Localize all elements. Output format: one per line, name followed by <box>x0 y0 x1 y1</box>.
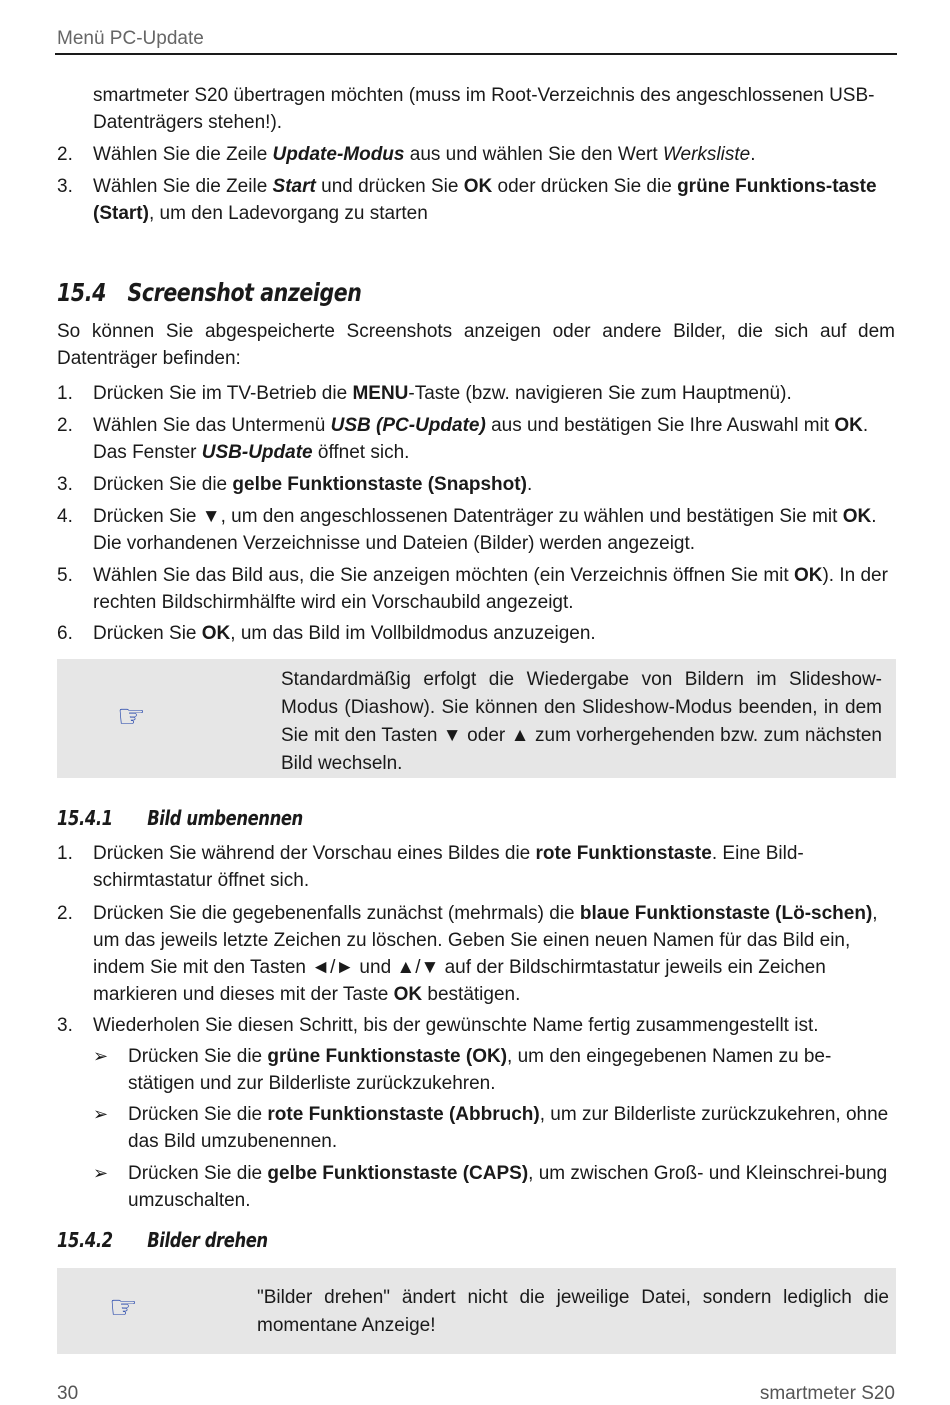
note-text: "Bilder drehen" ändert nicht die jeweilige Datei, sondern lediglich die momentane Anzeige! <box>257 1287 889 1336</box>
step-number: 3. <box>57 176 73 197</box>
step-number: 1. <box>57 383 73 404</box>
rename-bullet-2: Drücken Sie die rote Funktionstaste (Abbruch), um zur Bilderliste zurückzukehren, ohne das Bild umzubenennen. <box>128 1104 889 1152</box>
note-box <box>57 1268 896 1354</box>
step-number: 2. <box>57 144 73 165</box>
rename-step-2: Drücken Sie die gegebenenfalls zunächst (mehrmals) die blaue Funktionstaste (Lö-schen), um das jeweils letzte Zeichen zu löschen. Geben Sie einen neuen Namen für das Bild ein, indem Sie mit den Tasten ◄/► und ▲/▼ auf der Bildschirmtastatur jeweils ein Zeichen markieren und dieses mit der Taste OK bestätigen. <box>93 903 878 1005</box>
step-number: 4. <box>57 506 73 527</box>
rename-bullet-1: Drücken Sie die grüne Funktionstaste (OK), um den eingegebenen Namen zu be-stätigen und zur Bilderliste zurückzukehren. <box>128 1046 832 1094</box>
note-box <box>57 659 896 778</box>
subsection-number: 15.4.1 <box>57 806 113 830</box>
section-step-3: Drücken Sie die gelbe Funktionstaste (Snapshot). <box>93 474 533 495</box>
subsection-number: 15.4.2 <box>57 1228 113 1252</box>
section-step-5: Wählen Sie das Bild aus, die Sie anzeigen möchten (ein Verzeichnis öffnen Sie mit OK). In der rechten Bildschirmhälfte wird ein Vorschaubild angezeigt. <box>93 565 888 613</box>
rename-step-1: Drücken Sie während der Vorschau eines Bildes die rote Funktionstaste. Eine Bild-schirmtastatur öffnet sich. <box>93 843 804 891</box>
running-header: Menü PC-Update <box>57 28 204 49</box>
section-number: 15.4 <box>57 278 106 307</box>
section-intro: So können Sie abgespeicherte Screenshots anzeigen oder andere Bilder, die sich auf dem Datenträger befinden: <box>57 321 895 369</box>
rename-bullet-3: Drücken Sie die gelbe Funktionstaste (CAPS), um zwischen Groß- und Kleinschrei-bung umzuschalten. <box>128 1163 888 1211</box>
section-title: Screenshot anzeigen <box>127 278 362 307</box>
step-number: 5. <box>57 565 73 586</box>
subsection-title: Bild umbenennen <box>147 806 303 830</box>
subsection-heading <box>57 1228 268 1252</box>
intro-step-2: Wählen Sie die Zeile Update-Modus aus und wählen Sie den Wert Werksliste. <box>93 144 756 165</box>
step-number: 3. <box>57 474 73 495</box>
pointing-hand-icon: ☞ <box>109 1289 138 1325</box>
header-rule <box>55 53 897 55</box>
step-number: 6. <box>57 623 73 644</box>
pointing-hand-icon: ☞ <box>117 698 146 734</box>
subsection-title: Bilder drehen <box>147 1228 268 1252</box>
arrow-bullet-icon: ➢ <box>93 1104 109 1124</box>
subsection-heading <box>57 806 303 830</box>
step-number: 2. <box>57 415 73 436</box>
note-text: Standardmäßig erfolgt die Wiedergabe von Bildern im Slideshow-Modus (Diashow). Sie können den Slideshow-Modus beenden, in dem Sie mit den Tasten ▼ oder ▲ zum vorhergehenden bzw. zum nächsten Bild wechseln. <box>281 669 882 774</box>
section-step-2: Wählen Sie das Untermenü USB (PC-Update) aus und bestätigen Sie Ihre Auswahl mit OK. Das Fenster USB-Update öffnet sich. <box>93 415 869 463</box>
section-step-4: Drücken Sie ▼, um den angeschlossenen Datenträger zu wählen und bestätigen Sie mit OK. Die vorhandenen Verzeichnisse und Dateien (Bilder) werden angezeigt. <box>93 506 877 554</box>
footer-product: smartmeter S20 <box>759 1383 895 1404</box>
arrow-bullet-icon: ➢ <box>93 1163 109 1183</box>
page-number: 30 <box>57 1383 79 1404</box>
section-step-1: Drücken Sie im TV-Betrieb die MENU-Taste (bzw. navigieren Sie zum Hauptmenü). <box>93 383 792 404</box>
section-heading <box>57 278 361 307</box>
step-number: 1. <box>57 843 73 864</box>
section-step-6: Drücken Sie OK, um das Bild im Vollbildmodus anzuzeigen. <box>93 623 596 644</box>
arrow-bullet-icon: ➢ <box>93 1046 109 1066</box>
intro-step-3: Wählen Sie die Zeile Start und drücken Sie OK oder drücken Sie die grüne Funktions-taste (Start), um den Ladevorgang zu starten <box>93 176 877 224</box>
step-number: 2. <box>57 903 73 924</box>
intro-continuation: smartmeter S20 übertragen möchten (muss im Root-Verzeichnis des angeschlossenen USB-Datenträgers stehen!). <box>93 85 875 133</box>
rename-step-3: Wiederholen Sie diesen Schritt, bis der gewünschte Name fertig zusammengestellt ist. <box>93 1015 819 1036</box>
step-number: 3. <box>57 1015 73 1036</box>
